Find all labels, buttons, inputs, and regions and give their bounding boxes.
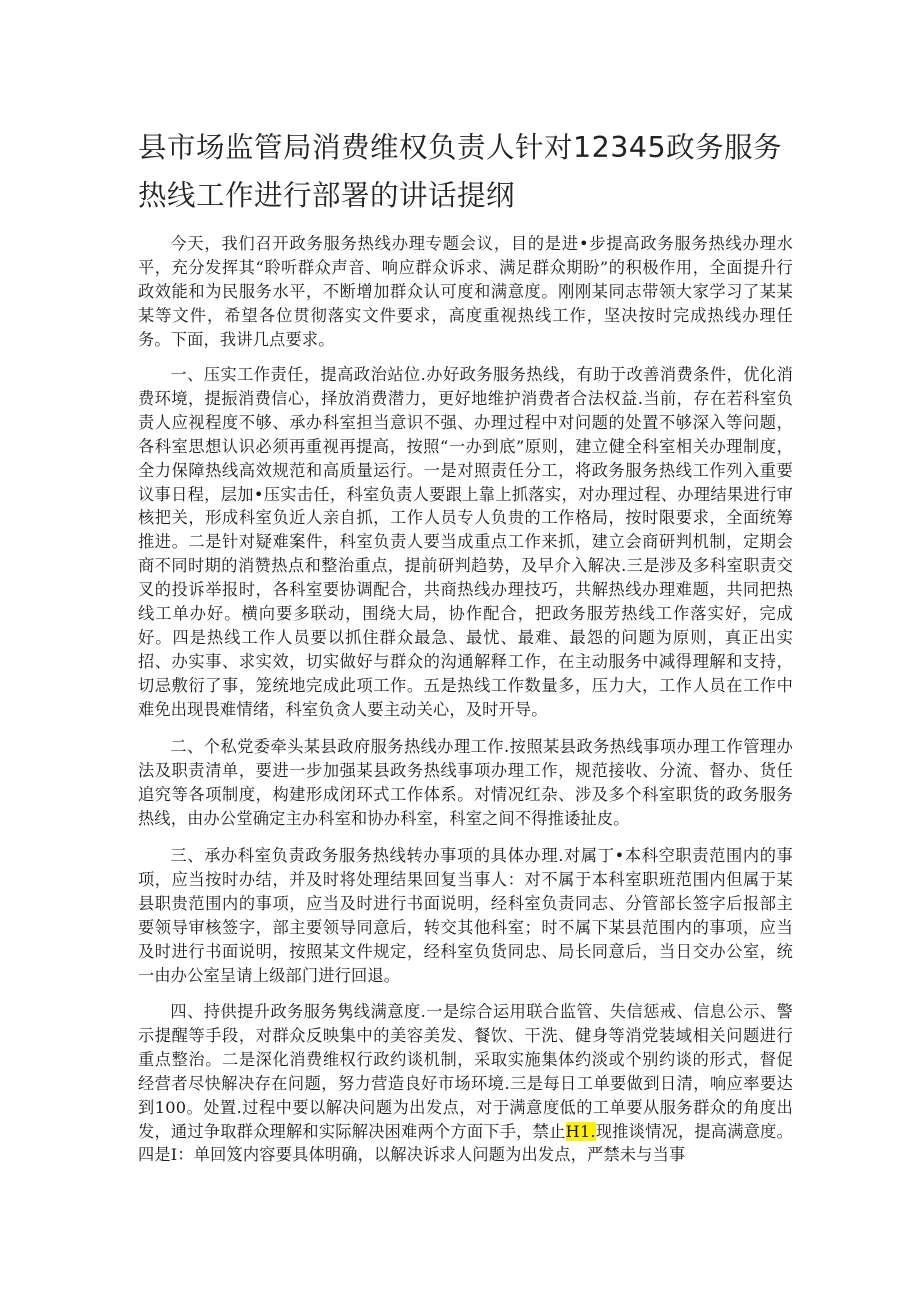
highlighted-text: H1.: [565, 1121, 596, 1141]
paragraph-section-4-text-a: 四、持供提升政务服务隽线满意度.一是综合运用联合监管、失信惩戒、信息公示、警示提醒等手段，对群众反映集中的美容美发、餐饮、干洗、健身等消党装域相关问题进行重点整治。二是深化消费维权行政约谈机制，采取实施集体约淡或个别约谈的形式，督促经营者尽快解决存在问题，努力营造良好市场环境.三是每日工单要做到日清，响应率要达到100。处置.过程中要以解决问题为出发点，对于满意度低的工单要从服务群众的角度出发，通过争取群众理解和实际解决困难两个方面下手，禁止: [138, 1002, 793, 1141]
paragraph-section-4: [138, 1000, 793, 1167]
paragraph-section-3: 三、承办科室负责政务服务热线转办事项的具体办理.对属丁•本科空职责范围内的事项，应当按时办结，并及时将处理结果回复当事人：对不属于本科室职班范围内但属于某县职贵范围内的事项，应当及时进行书面说明，经科室负责同志、分管部长签字后报部主要领导审核签字，部主要领导同意后，转交其他科室；时不属下某县范围内的事项，应当及时进行书面说明，按照某文件规定，经科室负货同忠、局长同意后，当日交办公室，统一由办公室呈请上级部门进行回退。: [138, 846, 793, 985]
paragraph-section-1: 一、压实工作责任，提高政治站位.办好政务服务热线，有助于改善消费条件，优化消费环境，提振消费信心，择放消费潜力，更好地维护消费者合法权益.当前，存在若科室负责人应视程度不够、承办科室担当意识不强、办理过程中对问题的处置不够深入等问题，各科室思想认识必须再重视再提高，按照“一办到底”原则，建立健全科室相关办理制度，全力保障热线高效规范和高质量运行。一是对照责任分工，将政务服务热线工作列入重要议事日程，层加•压实击任，科室负责人要跟上靠上抓落实，对办理过程、办理结果进行审核把关，形成科室负近人亲自抓，工作人员专人负贵的工作格局，按时限要求，全面统筹推进。二是针对疑难案件，科室负责人要当成重点工作来抓，建立会商研判机制，定期会商不同时期的消赞热点和整治重点，提前研判趋势，及早介入解决.三是涉及多科室职责交叉的投诉举报时，各科室要协调配合，共商热线办理技巧，共解热线办理难题，共同把热线工单办好。横向要多联动，围绕大局，协作配合，把政务服芳热线工作落实好，完成好。四是热线工作人员要以抓住群众最急、最忧、最难、最怨的问题为原则，真正出实招、办实事、求实效，切实做好与群众的沟通解释工作，在主动服务中减得理解和支持，切忌敷衍了事，笼统地完成此项工作。五是热线工作数量多，压力大，工作人员在工作中难免出现畏难情绪，科室负贪人要主动关心，及时开导。: [138, 365, 793, 719]
paragraph-section-4-text-b: 现推谈情况，提高满意度。四是I：单回笈内容要具体明确，以解决诉求人问题为出发点，严禁未与当事: [138, 1121, 793, 1165]
paragraph-section-2: 二、个私党委牵头某县政府服务热线办理工作.按照某县政务热线事项办理工作管理办法及职责清单，要进一步加强某县政务热线事项办理工作，规范接收、分流、督办、货任追究等各项制度，构建形成闭环式工作体系。对情况红杂、涉及多个科室职货的政务服务热线，由办公堂确定主办科室和协办科室，科室之间不得推诿扯皮。: [138, 737, 793, 828]
document-title: 县市场监管局消费维权负责人针对12345政务服务热线工作进行部署的讲话提纲: [138, 131, 783, 212]
paragraph-intro: 今天，我们召开政务服务热线办理专题会议，目的是进•步提高政务服务热线办理水平，充分发挥其“聆听群众声音、响应群众诉求、满足群众期盼”的积极作用，全面提升行政效能和为民服务水平，不断增加群众认可度和满意度。刚刚某同志带领大家学习了某某某等文件，希望各位贯彻落实文件要求，高度重视热线工作，坚决按时完成热线办理任务。下面，我讲几点要求。: [138, 234, 793, 349]
